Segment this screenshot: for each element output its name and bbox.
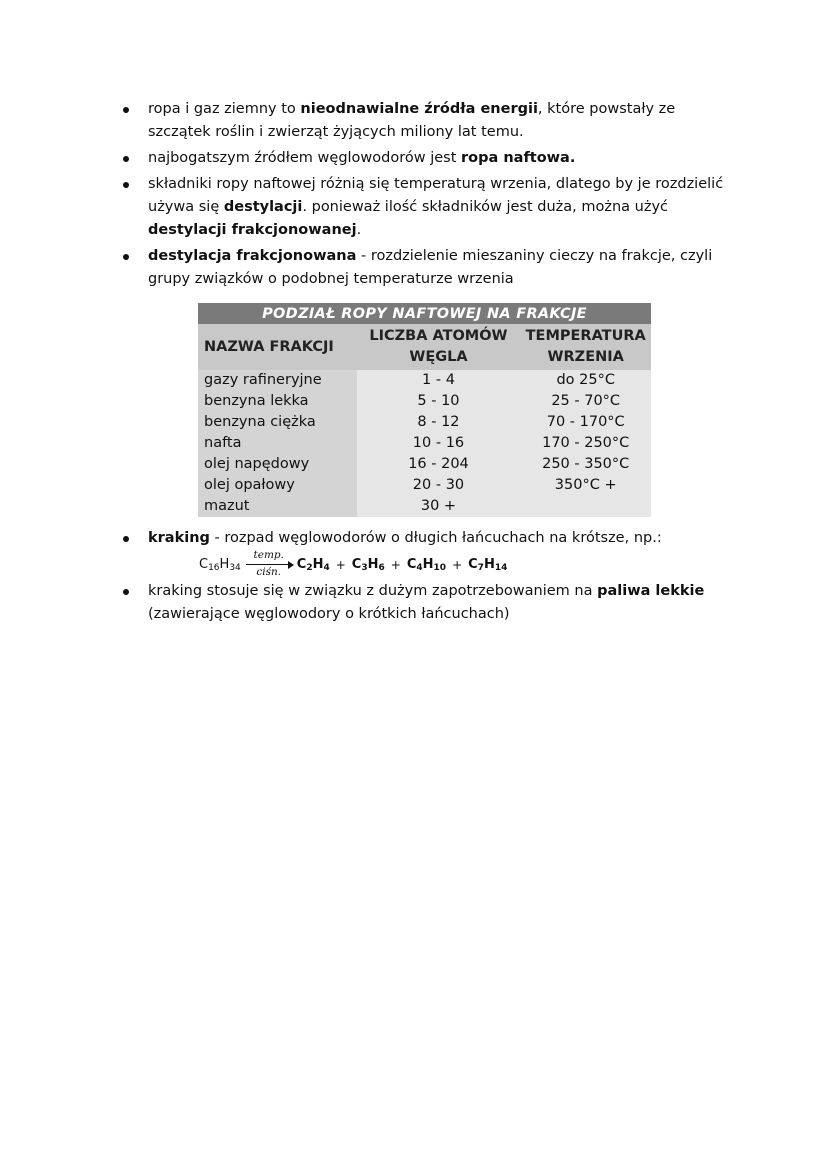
text-run: - rozpad węglowodorów o długich łańcuchach na krótsze, np.: (209, 530, 662, 546)
cell-temp: 250 - 350°C (520, 454, 651, 475)
notes-list-bottom (118, 580, 728, 629)
cell-atoms: 30 + (357, 496, 521, 517)
table-row (198, 412, 651, 433)
header-carbon-atoms: LICZBA ATOMÓW WĘGLA (357, 324, 521, 370)
table-row (198, 370, 651, 391)
arrow-condition-top: temp. (253, 549, 284, 561)
cell-fraction: mazut (198, 496, 357, 517)
bold-term: paliwa lekkie (597, 583, 705, 599)
reaction-arrow (244, 549, 294, 578)
notes-list-top (118, 98, 728, 294)
table-caption: PODZIAŁ ROPY NAFTOWEJ NA FRAKCJE (198, 303, 651, 324)
bullet-item (118, 527, 728, 550)
product-formula: $C_7H_{14}$ (468, 557, 508, 573)
fractions-table (198, 303, 651, 517)
cracking-reaction-equation (199, 551, 507, 579)
text-run: . ponieważ ilość składników jest duża, można użyć (302, 199, 669, 215)
cell-temp (520, 496, 651, 517)
product-formula: $C_2H_4$ (296, 557, 330, 573)
cell-temp: do 25°C (520, 370, 651, 391)
fractions-table-wrapper (198, 303, 651, 517)
header-boiling-temp: TEMPERATURA WRZENIA (520, 324, 651, 370)
table-row (198, 454, 651, 475)
product-formula: $C_4H_{10}$ (406, 557, 447, 573)
table-row (198, 496, 651, 517)
plus-sign: + (452, 558, 463, 572)
cell-fraction: olej napędowy (198, 454, 357, 475)
notes-list-kraking (118, 527, 728, 553)
bullet-item (118, 98, 728, 144)
arrow-shaft (246, 564, 290, 565)
text-run: kraking stosuje się w związku z dużym zapotrzebowaniem na (148, 583, 598, 599)
bullet-item (118, 245, 728, 291)
cell-temp: 25 - 70°C (520, 391, 651, 412)
cell-atoms: 8 - 12 (357, 412, 521, 433)
cell-fraction: olej opałowy (198, 475, 357, 496)
bold-term: nieodnawialne źródła energii (300, 101, 538, 117)
text-run: , które powstały ze szczątek roślin i zwierząt żyjących miliony lat temu. (148, 101, 676, 140)
table-header-row (198, 324, 651, 370)
product-formula: $C_3H_6$ (351, 557, 385, 573)
text-run: najbogatszym źródłem węglowodorów jest (148, 150, 462, 166)
text-run: - rozdzielenie mieszaniny cieczy na frakcje, czyli grupy związków o podobnej temperaturze wrzenia (148, 248, 713, 287)
reactant-formula: $C_{16}H_{34}$ (199, 557, 241, 573)
table-caption-row (198, 303, 651, 324)
cell-fraction: gazy rafineryjne (198, 370, 357, 391)
text-run: składniki ropy naftowej różnią się temperaturą wrzenia, dlatego by je rozdzielić używa się (148, 176, 724, 215)
plus-sign: + (390, 558, 401, 572)
cell-fraction: nafta (198, 433, 357, 454)
arrow-condition-bottom: ciśn. (256, 566, 282, 578)
bold-term: destylacja frakcjonowana (148, 248, 357, 264)
table-row (198, 391, 651, 412)
cell-temp: 70 - 170°C (520, 412, 651, 433)
cell-atoms: 5 - 10 (357, 391, 521, 412)
bold-term: destylacji frakcjonowanej (148, 222, 357, 238)
bold-term: kraking (148, 530, 210, 546)
header-fraction-name: NAZWA FRAKCJI (198, 324, 357, 370)
bullet-item (118, 147, 728, 170)
text-run: (zawierające węglowodory o krótkich łańcuchach) (148, 606, 510, 622)
plus-sign: + (335, 558, 346, 572)
bold-term: destylacji (223, 199, 303, 215)
cell-atoms: 10 - 16 (357, 433, 521, 454)
cell-atoms: 1 - 4 (357, 370, 521, 391)
cell-temp: 170 - 250°C (520, 433, 651, 454)
cell-fraction: benzyna lekka (198, 391, 357, 412)
bullet-item (118, 580, 728, 626)
text-run: ropa i gaz ziemny to (148, 101, 301, 117)
table-row (198, 433, 651, 454)
cell-fraction: benzyna ciężka (198, 412, 357, 433)
text-run: . (356, 222, 362, 238)
table-row (198, 475, 651, 496)
cell-atoms: 20 - 30 (357, 475, 521, 496)
cell-temp: 350°C + (520, 475, 651, 496)
bold-term: ropa naftowa. (461, 150, 576, 166)
cell-atoms: 16 - 204 (357, 454, 521, 475)
bullet-item (118, 173, 728, 242)
